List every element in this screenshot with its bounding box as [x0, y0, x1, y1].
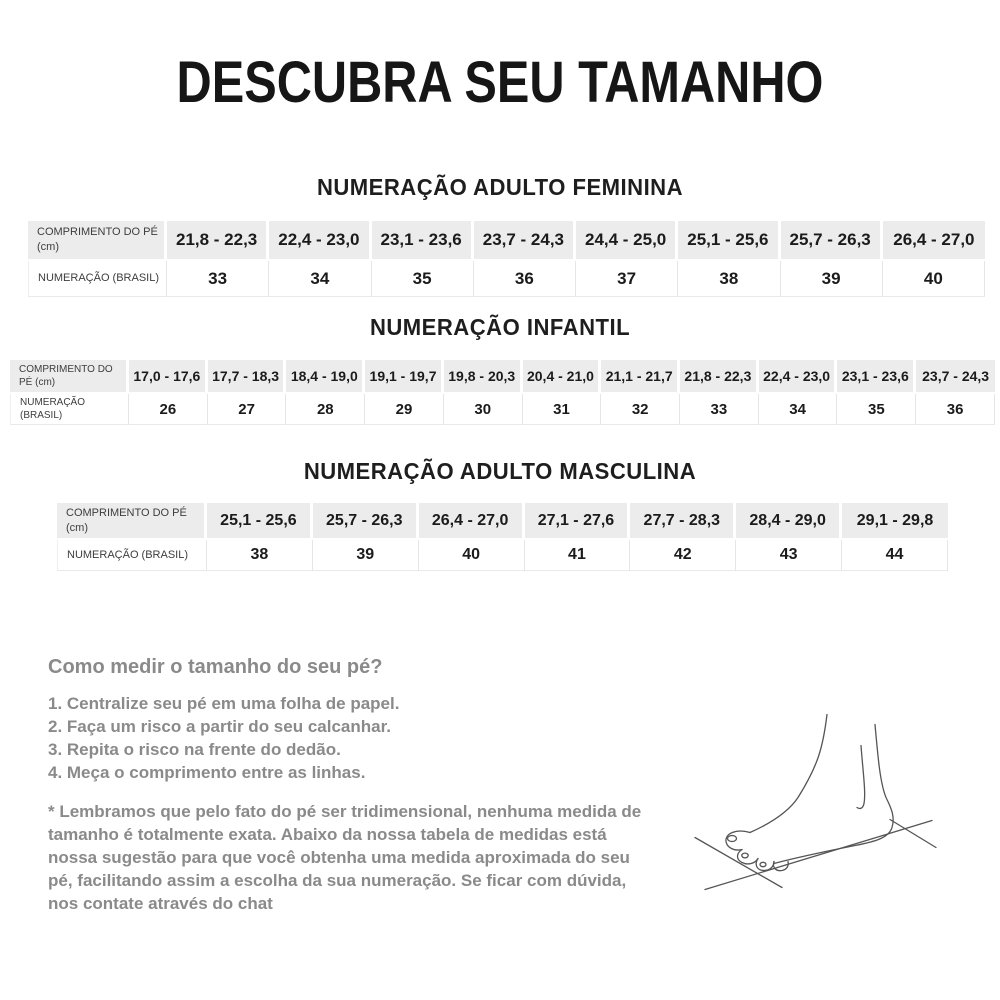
size-cell: 40	[883, 261, 985, 297]
size-row	[28, 261, 985, 297]
foot-length-row	[10, 360, 995, 394]
foot-length-cell: 19,8 - 20,3	[444, 360, 523, 394]
foot-length-cell: 25,7 - 26,3	[781, 221, 883, 261]
size-cell: 39	[781, 261, 883, 297]
row-label: NUMERAÇÃO (BRASIL)	[28, 261, 167, 297]
foot-length-cell: 17,7 - 18,3	[208, 360, 287, 394]
foot-length-cell: 27,1 - 27,6	[525, 503, 631, 540]
size-table-adult-male	[57, 503, 948, 571]
how-to-measure-steps	[48, 692, 688, 784]
size-cell: 34	[269, 261, 371, 297]
foot-length-cell: 23,7 - 24,3	[474, 221, 576, 261]
foot-length-cell: 21,8 - 22,3	[167, 221, 269, 261]
row-label: COMPRIMENTO DO PÉ (cm)	[10, 360, 129, 394]
size-cell: 34	[759, 394, 838, 425]
size-cell: 26	[129, 394, 208, 425]
measurement-disclaimer-note: * Lembramos que pelo fato do pé ser tridimensional, nenhuma medida de tamanho é totalmente exata. Abaixo da nossa tabela de medidas está nossa sugestão para que você obtenha uma medida aproximada do seu pé, facilitando assim a escolha da sua numeração. Se ficar com dúvida, nos contate através do chat	[48, 802, 642, 913]
size-cell: 29	[365, 394, 444, 425]
foot-length-cell: 26,4 - 27,0	[419, 503, 525, 540]
size-table-children	[10, 360, 995, 425]
measure-step: 3. Repita o risco na frente do dedão.	[48, 740, 341, 759]
size-cell: 43	[736, 540, 842, 571]
measure-step: 2. Faça um risco a partir do seu calcanhar.	[48, 717, 391, 736]
size-cell: 38	[207, 540, 313, 571]
foot-length-cell: 25,1 - 25,6	[207, 503, 313, 540]
row-label: COMPRIMENTO DO PÉ (cm)	[28, 221, 167, 261]
foot-length-cell: 18,4 - 19,0	[286, 360, 365, 394]
size-cell: 31	[523, 394, 602, 425]
size-cell: 30	[444, 394, 523, 425]
section-heading-adult-female: NUMERAÇÃO ADULTO FEMININA	[316, 174, 684, 200]
foot-length-cell: 22,4 - 23,0	[269, 221, 371, 261]
section-heading-children: NUMERAÇÃO INFANTIL	[369, 314, 631, 340]
foot-length-cell: 27,7 - 28,3	[630, 503, 736, 540]
foot-illustration	[670, 655, 1000, 950]
size-cell: 44	[842, 540, 948, 571]
foot-length-cell: 26,4 - 27,0	[883, 221, 985, 261]
size-cell: 36	[474, 261, 576, 297]
size-cell: 36	[916, 394, 995, 425]
foot-length-cell: 21,1 - 21,7	[601, 360, 680, 394]
measure-step: 4. Meça o comprimento entre as linhas.	[48, 763, 366, 782]
size-row	[57, 540, 948, 571]
foot-length-row	[28, 221, 985, 261]
size-row	[10, 394, 995, 425]
foot-length-cell: 25,7 - 26,3	[313, 503, 419, 540]
how-to-measure-heading: Como medir o tamanho do seu pé?	[48, 656, 383, 678]
size-cell: 28	[286, 394, 365, 425]
size-cell: 33	[167, 261, 269, 297]
foot-length-cell: 20,4 - 21,0	[523, 360, 602, 394]
foot-length-cell: 29,1 - 29,8	[842, 503, 948, 540]
size-table-adult-female	[28, 221, 985, 297]
foot-length-cell: 23,1 - 23,6	[837, 360, 916, 394]
size-cell: 38	[678, 261, 780, 297]
foot-length-cell: 21,8 - 22,3	[680, 360, 759, 394]
foot-length-cell: 25,1 - 25,6	[678, 221, 780, 261]
section-heading-adult-male: NUMERAÇÃO ADULTO MASCULINA	[303, 458, 697, 484]
foot-length-cell: 17,0 - 17,6	[129, 360, 208, 394]
size-cell: 35	[837, 394, 916, 425]
size-cell: 40	[419, 540, 525, 571]
foot-length-cell: 23,1 - 23,6	[372, 221, 474, 261]
row-label: NUMERAÇÃO (BRASIL)	[57, 540, 207, 571]
size-cell: 35	[372, 261, 474, 297]
foot-length-cell: 19,1 - 19,7	[365, 360, 444, 394]
size-cell: 39	[313, 540, 419, 571]
page-title: DESCUBRA SEU TAMANHO	[176, 50, 824, 115]
foot-length-cell: 28,4 - 29,0	[736, 503, 842, 540]
size-cell: 33	[680, 394, 759, 425]
foot-length-cell: 24,4 - 25,0	[576, 221, 678, 261]
row-label: COMPRIMENTO DO PÉ (cm)	[57, 503, 207, 540]
row-label: NUMERAÇÃO (BRASIL)	[10, 394, 129, 425]
measure-step: 1. Centralize seu pé em uma folha de papel.	[48, 694, 400, 713]
foot-length-row	[57, 503, 948, 540]
size-cell: 37	[576, 261, 678, 297]
size-cell: 41	[525, 540, 631, 571]
size-cell: 32	[601, 394, 680, 425]
foot-length-cell: 22,4 - 23,0	[759, 360, 838, 394]
foot-length-cell: 23,7 - 24,3	[916, 360, 995, 394]
size-cell: 27	[208, 394, 287, 425]
size-cell: 42	[630, 540, 736, 571]
